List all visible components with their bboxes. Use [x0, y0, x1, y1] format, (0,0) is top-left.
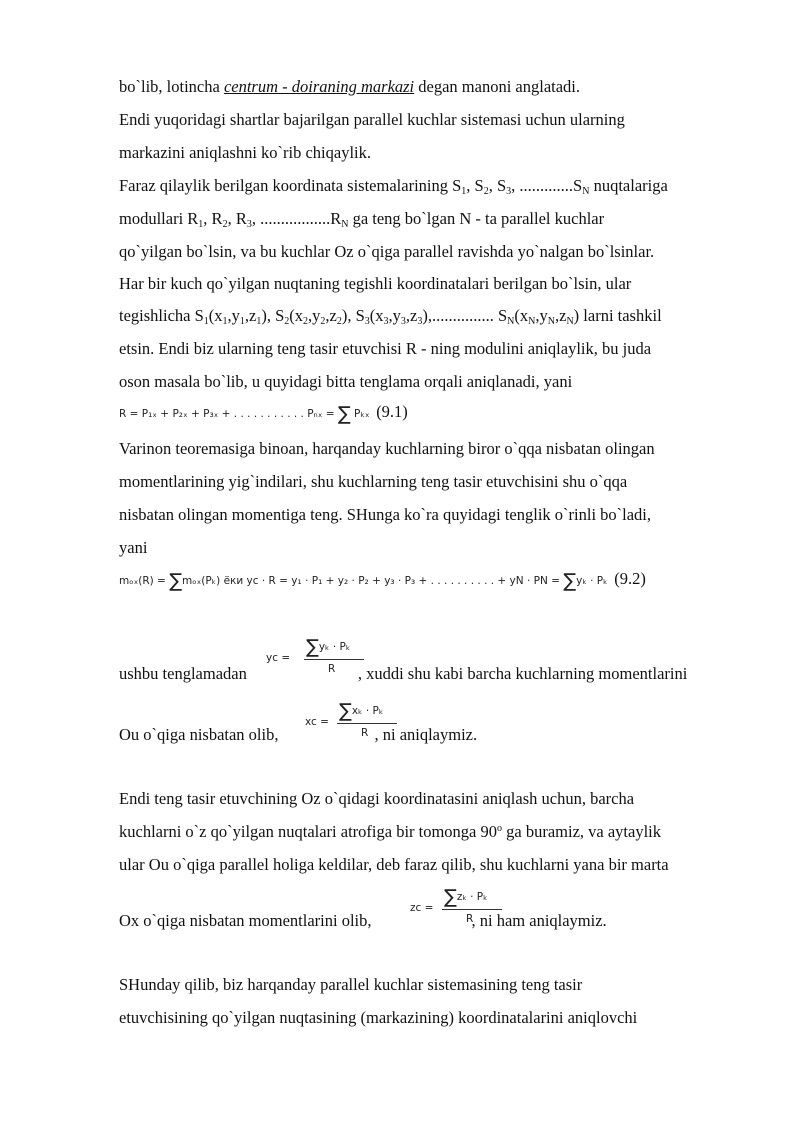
- text-line: SHunday qilib, biz harqanday parallel kuchlar sistemasining teng tasir: [119, 975, 583, 994]
- sigma-symbol: ∑: [563, 570, 577, 592]
- text-line: nisbatan olingan momentiga teng. SHunga ko`ra quyidagi tenglik o`rinli bo`ladi,: [119, 505, 652, 524]
- fraction-bar: [337, 723, 397, 724]
- text-line: momentlarining yig`indilari, shu kuchlarning teng tasir etuvchisini shu o`qqa: [119, 472, 628, 491]
- text-line: etsin. Endi biz ularning teng tasir etuvchisi R - ning modulini aniqlaylik, bu juda: [119, 339, 652, 358]
- sigma-symbol: ∑: [306, 636, 319, 658]
- text-line: qo`yilgan bo`lsin, va bu kuchlar Oz o`qiga parallel ravishda yo`nalgan bo`lsinlar.: [119, 242, 655, 261]
- text-line: tegishlicha $S_1(x_1,y_1,z_1)$, $S_2(x_2,y_2,z_2)$, $S_3(x_3,y_3,z_3)$,............... $S_N(x_N,y_N,z_N)$ larni tashkil: [119, 306, 662, 327]
- equation-9-2: mₒₓ(R) = ∑mₒₓ(Pₖ) ёки yc · R = y₁ · P₁ + y₂ · P₂ + y₃ · P₃ + . . . . . . . . . . + yN · PN = ∑yₖ · Pₖ (9.2): [119, 569, 646, 592]
- text-line: Varinon teoremasiga binoan, harqanday kuchlarning biror o`qqa nisbatan olingan: [119, 439, 655, 458]
- formula-yc: yc = ∑yₖ · Pₖ R: [266, 636, 366, 686]
- fraction-bar: [442, 909, 502, 910]
- formula-xc: xc = ∑xₖ · Pₖ R: [305, 700, 405, 750]
- text-line: modullari $R_1$, $R_2$, $R_3$, $.................R_N$ ga teng bo`lgan N - ta parallel kuchlar: [119, 209, 605, 230]
- fraction-bar: [304, 659, 364, 660]
- text-line: yani: [119, 538, 148, 557]
- text-line: Har bir kuch qo`yilgan nuqtaning tegishli koordinatalari berilgan bo`lsin, ular: [119, 274, 632, 293]
- text-line: bo`lib, lotincha centrum - doiraning markazi degan manoni anglatadi.: [119, 77, 581, 96]
- text-line: Ou o`qiga nisbatan olib, , ni aniqlaymiz.: [119, 725, 478, 744]
- text-line: oson masala bo`lib, u quyidagi bitta tenglama orqali aniqlanadi, yani: [119, 372, 573, 391]
- text-line: etuvchisining qo`yilgan nuqtasining (markazining) koordinatalarini aniqlovchi: [119, 1008, 638, 1027]
- text-line: Ox o`qiga nisbatan momentlarini olib, , ni ham aniqlaymiz.: [119, 911, 607, 930]
- equation-9-1: R = P₁ₓ + P₂ₓ + P₃ₓ + . . . . . . . . . . . Pₙₓ = ∑ Pₖₓ (9.1): [119, 402, 408, 425]
- text-line: markazini aniqlashni ko`rib chiqaylik.: [119, 143, 372, 162]
- equation-number: (9.2): [614, 569, 646, 588]
- sigma-symbol: ∑: [169, 570, 183, 592]
- text-line: Endi teng tasir etuvchining Oz o`qidagi koordinatasini aniqlash uchun, barcha: [119, 789, 635, 808]
- equation-number: (9.1): [376, 402, 408, 421]
- sigma-symbol: ∑: [339, 700, 352, 722]
- sigma-symbol: ∑: [337, 403, 351, 425]
- formula-zc: zc = ∑zₖ · Pₖ R: [410, 886, 510, 936]
- centrum-link[interactable]: centrum - doiraning markazi: [223, 77, 415, 96]
- text-line: ular Ou o`qiga parallel holiga keldilar, deb faraz qilib, shu kuchlarni yana bir marta: [119, 855, 669, 874]
- sigma-symbol: ∑: [444, 886, 457, 908]
- text-line: kuchlarni o`z qo`yilgan nuqtalari atrofiga bir tomonga 90$^o$ ga buramiz, va aytaylik: [119, 822, 661, 841]
- text-line: ushbu tenglamadan , xuddi shu kabi barcha kuchlarning momentlarini: [119, 664, 688, 683]
- text-line: Faraz qilaylik berilgan koordinata sistemalarining $S_1$, $S_2$, $S_3$, $.............S_N$ nuqtalariga: [119, 176, 668, 197]
- text-line: Endi yuqoridagi shartlar bajarilgan parallel kuchlar sistemasi uchun ularning: [119, 110, 625, 129]
